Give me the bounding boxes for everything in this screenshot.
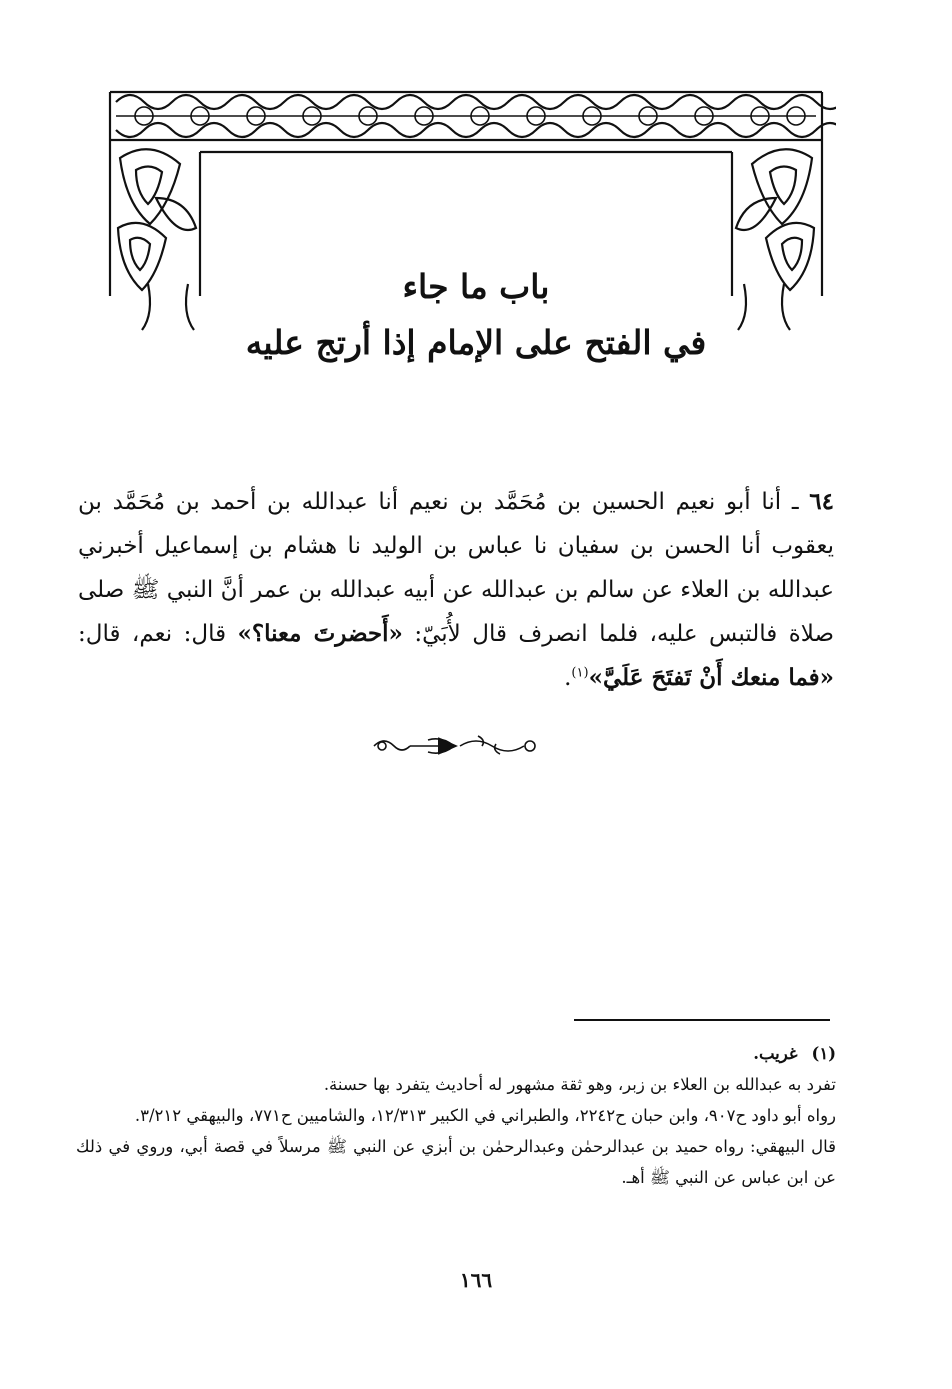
footnote-line-3: قال البيهقي: رواه حميد بن عبدالرحمٰن وعبدالرحمٰن بن أبزي عن النبي ﷺ مرسلاً في قصة أبي، وروي في ذلك عن ابن عباس عن النبي ﷺ أهـ.	[76, 1137, 836, 1187]
footnotes	[76, 1038, 836, 1193]
hadith-quote-1: «أَحضرتَ معنا؟»	[237, 620, 403, 647]
hadith-number: ٦٤	[809, 488, 834, 515]
section-divider-ornament	[368, 728, 544, 762]
footnote-reference: (١)	[571, 665, 589, 681]
footnote-line-1: تفرد به عبدالله بن العلاء بن زبر، وهو ثقة مشهور له أحاديث يتفرد بها حسنة.	[323, 1075, 836, 1094]
footnote-marker: (١)	[811, 1044, 836, 1063]
hadith-mid-text: قال: نعم، قال:	[78, 621, 238, 647]
hadith-main-text: أنا أبو نعيم الحسين بن مُحَمَّد بن نعيم أنا عبدالله بن أحمد بن مُحَمَّد بن يعقوب أنا الحسن بن سفيان نا عباس بن الوليد نا هشام بن إسماعيل أخبرني عبدالله بن العلاء عن سالم بن عبدالله عن أبيه عبدالله بن عمر أنَّ النبي ﷺ صلى صلاة فالتبس عليه، فلما انصرف قال لأُبَيّ:	[78, 489, 834, 647]
hadith-text	[78, 480, 834, 700]
footnote-separator-line	[574, 1019, 830, 1021]
footnote-1-heading	[76, 1038, 836, 1069]
chapter-title-line-1: باب ما جاء	[402, 267, 550, 306]
chapter-title-line-2: في الفتح على الإمام إذا أرتج عليه	[245, 323, 707, 362]
footnote-grade: غريب.	[753, 1044, 798, 1063]
hadith-end: .	[564, 665, 572, 691]
page-number: ١٦٦	[459, 1268, 493, 1292]
hadith-quote-2: «فما منعك أَنْ تَفتَحَ عَلَيَّ»	[588, 664, 834, 691]
footnote-line-2: رواه أبو داود ح٩٠٧، وابن حبان ح٢٢٤٢، والطبراني في الكبير ١٢/٣١٣، والشاميين ح٧٧١، والبيهقي ٣/٢١٢.	[134, 1106, 836, 1125]
hadith-separator: ـ	[781, 489, 810, 515]
chapter-title	[140, 262, 812, 374]
